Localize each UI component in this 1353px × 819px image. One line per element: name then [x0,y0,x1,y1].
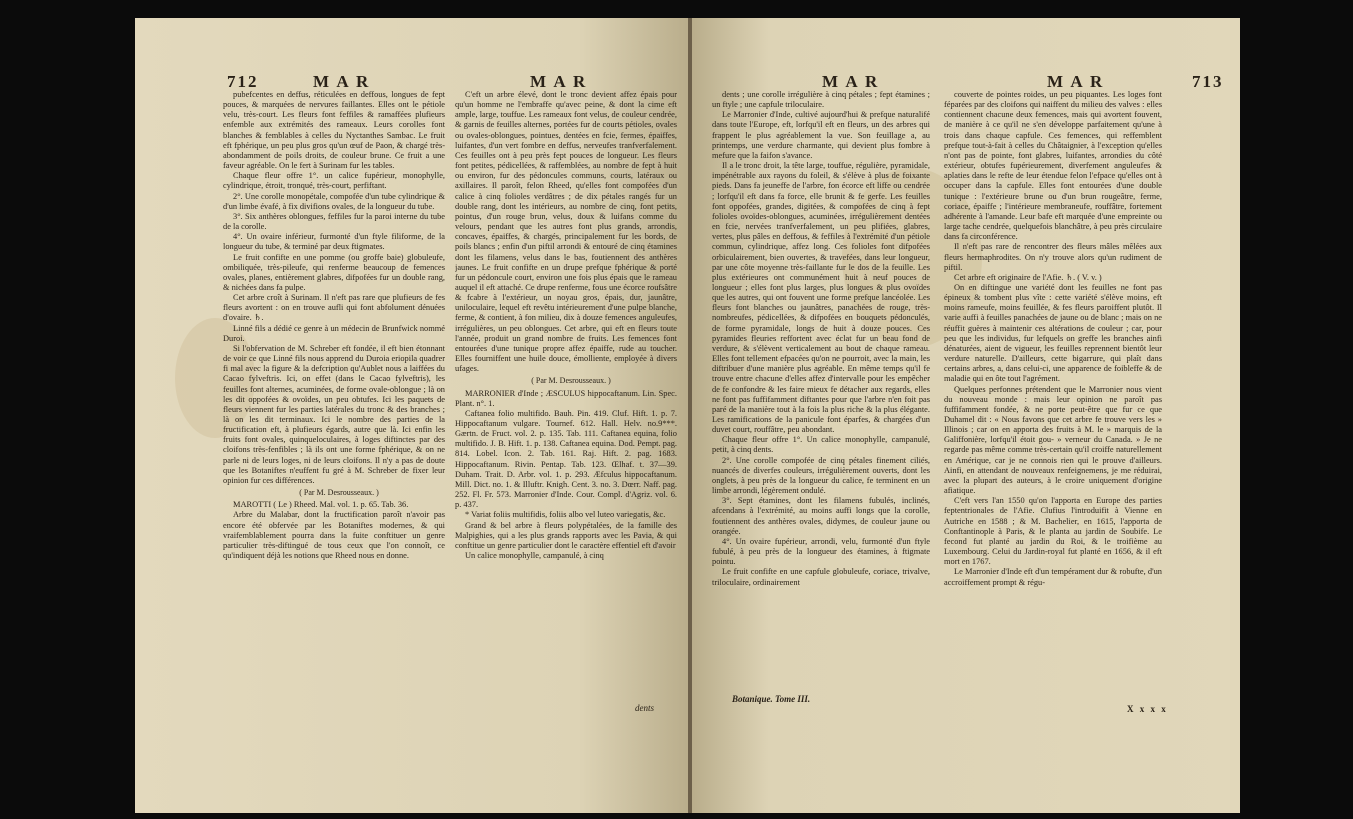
text-paragraph: 3°. Six anthères oblongues, feffiles fur la paroi interne du tube de la corolle. [223,211,445,232]
text-paragraph: C'eft vers l'an 1550 qu'on l'apporta en Europe des parties feptentrionales de l'Afie. Clufius l'introduifit à Vienne en Autriche en 1588 ; & M. Bachelier, en 1615, l'apporta de Conftantinople à Paris, & le planta au jardin de Soubife. Le fecond fut planté au jardin du Roi, & le troifième au Luxembourg. Celui du Jardin-royal fut planté en 1656, & il eft mort en 1767. [944,496,1162,567]
text-paragraph: Un calice monophylle, campanulé, à cinq [465,551,604,561]
left-page [135,18,690,813]
text-paragraph: Cet arbre croît à Surinam. Il n'eft pas rare que plufieurs de fes fleurs avortent : on en trouve aufli qui font abfolument dénuées d'ovaire. ♄. [223,293,445,323]
right-column-2 [944,90,1162,706]
text-paragraph: Chaque fleur offre 1°. un calice fupérieur, monophylle, cylindrique, étroit, tronqué, très-court, perfiftant. [223,171,445,191]
left-page-header [227,72,259,92]
text-paragraph: On en diftingue une variété dont les feuilles ne font pas épineux & tombent plus vîte : cette variété s'élève moins, eft moins rameufe, moins feuillée, & fes fleurs paroiffent plutôt. Il varie auffi à feuilles panachées de jaune ou de blanc ; mais on ne réuffit guères à maintenir ces altérations de couleur ; car, pour peu que les individus, fur lefquels on greffe les branches ainfi dénaturées, aient de vigueur, les feuilles reprennent bientôt leur verdure naturelle. D'ailleurs, cette bigarrure, qui plaît dans certains arbres, a, dans celui-ci, une apparence de foibleffe & de maladie qui en ôte tout l'agrément. [944,282,1162,384]
right-header-running-title-1: M A R [822,72,880,91]
text-paragraph: Grand & bel arbre à fleurs polypétalées, de la famille des Malpighies, qui a les plus grands rapports avec les Pavia, & qui conftitue un genre particulier dont le caractère effentiel eft d'avoir [455,520,677,550]
right-catchword: X x x x [1127,704,1168,714]
text-paragraph: Cet arbre eft originaire de l'Afie. ♄. ( V. v. ) [954,272,1102,282]
right-header-running-title-2: M A R [1047,72,1105,91]
right-page [692,18,1240,813]
text-paragraph: 4°. Un ovaire fupérieur, arrondi, velu, furmonté d'un ftyle fubulé, à peu près de la longueur des étamines, à ftigmate pointu. [712,536,930,567]
left-column-2 [455,90,677,706]
text-paragraph: Linné fils a dédié ce genre à un médecin de Brunfwick nommé Duroi. [223,323,445,343]
text-paragraph: 2°. Une corolle monopétale, compofée d'un tube cylindrique & d'un limbe évafé, à fix divifions ovales, de la longueur du tube. [223,191,445,211]
text-paragraph: Il n'eft pas rare de rencontrer des fleurs mâles mêlées aux fleurs hermaphrodites. On n'y trouve alors qu'un rudiment de piftil. [944,242,1162,272]
text-paragraph: couverte de pointes roides, un peu piquantes. Les loges font féparées par des cloifons qui naiffent du milieu des valves : elles contiennent chacune deux femences, mais qui avortent fouvent, de manière à ce qu'il ne s'en développe parfaitement qu'une à trois dans chaque capfule. Ces femences, qui reffemblent prefque tout-à-fait à celles du Châtaignier, à l'exception qu'elles n'ont pas de pointe, font glabres, luifantes, arrondies du côté extérieur, obtufes fupérieurement, diverfement anguleufes & aplaties dans le refte de leur étendue felon l'efpace qu'elles ont à occuper dans la capfule. Elles font entourées d'une double tunique : l'extérieure brune ou d'un brun rougeâtre, ferme, coriace, épaiffe ; l'intérieure membraneufe, rouffâtre, fortement adhérente à l'amande. Leur bafe eft marquée d'une empreinte ou large tache cendrée, quelquefois blanchâtre, à peu près circulaire dans fa circonférence. [944,90,1162,242]
left-page-number: 712 [227,72,259,91]
left-header-running-title-2: M A R [530,72,588,91]
text-paragraph: ( Par M. Desrousseaux. ) [299,488,379,498]
text-paragraph: 2°. Une corolle compofée de cinq pétales finement ciliés, nuancés de diverfes couleurs, irrégulièrement ouverts, dont les onglets, à peu près de la longueur du calice, fe terminent en un limbe arrondi, légèrement ondulé. [712,455,930,496]
text-paragraph: C'eft un arbre élevé, dont le tronc devient affez épais pour qu'un homme ne l'embraffe qu'avec peine, & dont la cime eft ample, large, touffue. Les rameaux font velus, de couleur cendrée, & garnis de feuilles alternes, portées fur de courts pétioles, ovales ou ovales-oblongues, pointues, dentées en fcie, fermes, épaiffes, luifantes, d'un vert fombre en deffus, nerveufes tranfverfalement. Ces feuilles ont à peu près fept pouces de longueur. Les fleurs font petites, pédicellées, & raffemblées, au nombre de fept à huit ou environ, fur des pédoncules communs, courts, latéraux ou axillaires. Il paroît, felon Rheed, qu'elles font compofées d'un calice à cinq folioles verdâtres ; de dix pétales rangés fur un double rang, dont les intérieurs, au nombre de cinq, font petits, pointus, d'un rouge brun, velus, doux & luifans comme du velours, pendant que les autres font plus grands, arrondis, concaves, épaiffes, & chargés, principalement fur les bords, de poils blancs ; enfin d'un piftil arrondi & entouré de cinq étamines dont les filamens, velus dans le bas, foutiennent des anthères jaunes. Le fruit confifte en un drupe prefque fphérique & porté fur un pédoncule court, environ une fois plus épais que le rameau auquel il eft attaché. Ce drupe renferme, fous une écorce roufsâtre & fcabre à l'extérieur, un noyau gros, épais, dur, jaunâtre, uniloculaire, lequel eft revêtu intérieurement d'une pulpe blanche, ferme, & contient, à fon milieu, dix à douze femences anguleufes, irrégulières, un peu oblongues. Cet arbre, qui eft en fleurs toute l'année, produit un grand nombre de fruits. Les femences font entourées d'une tunique propre affez épaiffe, rude au toucher. Elles fourniffent une huile douce, émolliente, employée à divers ufages. [455,90,677,374]
text-paragraph: Quelques perfonnes prétendent que le Marronier nous vient du nouveau monde : mais leur opinion ne paroît pas fuffifamment fondée, & ne porte peut-être que fur ce que Duhamel dit : « Nous favons que cet arbre fe trouve vers les » Illinois ; car on en apporta des fruits à M. le » marquis de la Galiffonière, lorfqu'il étoit gou- » verneur du Canada. » Je ne regarde pas même comme très-certain qu'il croiffe naturellement en Amérique, car je ne connois rien qui le prouve d'ailleurs. Ainfi, en attendant de nouveaux renfeignemens, je me réduirai, avec la plupart des auteurs, à le croire uniquement d'origine afiatique. [944,384,1162,496]
text-paragraph: MARRONIER d'Inde ; ÆSCULUS hippocaftanum. Lin. Spec. Plant. n°. 1. [455,388,677,408]
text-paragraph: ( Par M. Desrousseaux. ) [531,376,611,386]
left-column-1 [223,90,445,700]
text-paragraph: Le fruit confifte en une pomme (ou groffe baie) globuleufe, ombiliquée, très-pileufe, qui renferme beaucoup de femences ovales, planes, entièrement glabres, difpofées fur un double rang, & nichées dans fa pulpe. [223,252,445,292]
text-paragraph: 4°. Un ovaire inférieur, furmonté d'un ftyle filiforme, de la longueur du tube, & terminé par deux ftigmates. [223,232,445,252]
text-paragraph: 3°. Sept étamines, dont les filamens fubulés, inclinés, afcendans à l'extrémité, au moins auffi longs que la corolle, foutiennent des anthères ovales, didymes, de couleur jaune ou orangée. [712,496,930,536]
text-paragraph: * Variat foliis multifidis, foliis albo vel luteo variegatis, &c. [465,510,666,520]
text-paragraph: Le fruit confifte en une capfule globuleufe, coriace, trivalve, triloculaire, ordinairement [712,567,930,587]
page-signature: Botanique. Tome III. [732,694,811,704]
text-paragraph: dents ; une corolle irrégulière à cinq pétales ; fept étamines ; un ftyle ; une capfule triloculaire. [712,90,930,110]
right-page-number: 713 [1192,72,1224,91]
text-paragraph: Le Marronier d'Inde eft d'un tempérament dur & robufte, d'un accroiffement prompt & régu- [944,567,1162,587]
text-paragraph: Chaque fleur offre 1°. Un calice monophylle, campanulé, petit, à cinq dents. [712,435,930,455]
text-paragraph: pubefcentes en deffus, réticulées en deffous, longues de fept pouces, & marquées de nervures faillantes. Elles ont le pétiole velu, très-court. Les fleurs font feffiles & ramaffées plufieurs enfemble aux extrémités des rameaux. Leurs corolles font blanches & femblables à celles du Nyctanthes Sambac. Le fruit eft fphérique, un peu plus gros qu'un œuf de Paon, & chargé très-abondamment de poils droits, de couleur brune. Ce fruit a une faveur agréable. On le fert à Surinam fur les tables. [223,90,445,171]
text-paragraph: Le Marronier d'Inde, cultivé aujourd'hui & prefque naturalifé dans toute l'Europe, eft, lorfqu'il eft en fleurs, un des arbres qui frappent le plus agréablement la vue. Son feuillage a, au printemps, une verdure charmante, qui devient plus fombre à mefure que la faifon s'avance. [712,110,930,160]
text-paragraph: MAROTTI ( Le ) Rheed. Mal. vol. 1. p. 65. Tab. 36. [233,500,409,510]
right-column-1 [712,90,930,690]
text-paragraph: Caftanea folio multifido. Bauh. Pin. 419. Cluf. Hift. 1. p. 7. Hippocaftanum vulgare. Tournef. 612. Hall. Helv. no.9***. Gærtn. de Fruct. vol. 2. p. 135. Tab. 111. Caftanea equina, folio multifido. J. B. Hift. 1. p. 138. Caftanea equina. Dod. Pempt. pag. 814. Lobel. Icon. 2. Tab. 161. Raj. Hift. 2. pag. 1683. Hippocaftanum. Rivin. Pentap. Tab. 123. Œlhaf. t. 37—39. Duham. Trait. D. Arbr. vol. 1. p. 293. Æfculus hippocaftanum. Mill. Dict. no. 1. & Illuftr. Knigh. Cent. 3. no. 3. Dœrr. Naff. pag. 252. Fl. Fr. 573. Marronier d'Inde. Cour. Compl. d'Agriz. vol. 6. p. 437. [455,408,677,510]
text-paragraph: Il a le tronc droit, la tête large, touffue, régulière, pyramidale, impénétrable aux rayons du foleil, & s'élève à plus de foixante pieds. Dans fa jeuneffe de l'arbre, fon écorce eft liffe ou cendrée ; lorfqu'il eft dans fa force, elle brunit & fe gerfe. Les feuilles font oppofées, grandes, digitées, & compofées de cinq à fept folioles ovoïdes-oblongues, acuminées, irrégulièrement dentées en fcie, nervées tranfverfalement, un peu plifiées, glabres, vertes, plus pâles en deffous, & feffiles à l'extrémité d'un pétiole commun, cylindrique, affez long. Ces folioles font difpofées orbiculairement, bien ouvertes, & travefées, dans leur longueur, par une côte moyenne très-faillante fur le dos de la feuille. Les plus extérieures ont communément huit à neuf pouces de longueur ; elles font plus larges, plus longues & plus ovoïdes que les autres, qui ont fouvent une forme prefque lancéolée. Les fleurs font blanches ou jaunâtres, panachées de rouge, très-nombreufes, pédicellées, & difpofées en bouquets pédonculés, de forme pyramidale, longs de huit à douze pouces. Ces pyramides fleuries reffortent avec éclat fur un beau fond de verdure, & s'élèvent verticalement au bout de chaque rameau. Elles font tellement efpacées qu'on ne pourroit, avec la main, les diftribuer d'une manière plus agréable. En même temps qu'il fe trouve entre chacune d'elles affez d'intervalle pour les empêcher de fe confondre & les faire mieux fe détacher aux regards, elles ne font pas fuffifamment diftantes pour que l'arbre n'en foit pas paré de la manière tout à la fois la plus riche & la plus élégante. Les ramifications de la panicule font éparfes, & chargées d'un duvet court, rouffâtre, peu abondant. [712,161,930,435]
open-book [135,18,1240,813]
left-header-running-title-1: M A R [313,72,371,91]
left-catchword: dents [635,703,654,713]
right-page-header [1192,72,1224,92]
text-paragraph: Arbre du Malabar, dont la fructification paroît n'avoir pas encore été obfervée par les Botaniftes modernes, & qui vraifemblablement pourra dans la fuite conftituer un genre particulier très-diftingué de tous ceux que l'on connoît, ce qu'indiquent déjà les notions que Rheed nous en donne. [223,510,445,561]
text-paragraph: Si l'obfervation de M. Schreber eft fondée, il eft bien étonnant de voir ce que Linné fils nous apprend du Duroia eriopila quadrer fi mal avec la figure & la defcription qu'Aublet nous a laiffées du Cacao fylveftris. Ici, on effet (dans le Cacao fylveftris), les feuilles font alternes, acuminées, de forme ovale-oblongue ; là on les dit oppofées & ovoïdes, un peu obtufes. Ici les paquets de fleurs viennent fur les parties latérales du tronc & des branches ; là on les dit terminaux. Ici le nombre des parties de la fructification eft, à plufieurs égards, autre que là. Ici enfin les fruits font ovales, quinqueloculaires, à loges diftinctes par des cloifons très-fenfibles ; là ils ont une forme fphérique, & on ne parle ni de leurs loges, ni de leurs cloifons. Il n'y a pas de doute que les Botaniftes n'euffent fu gré à M. Schreber de fixer leur opinion fur ces différences. [223,343,445,485]
